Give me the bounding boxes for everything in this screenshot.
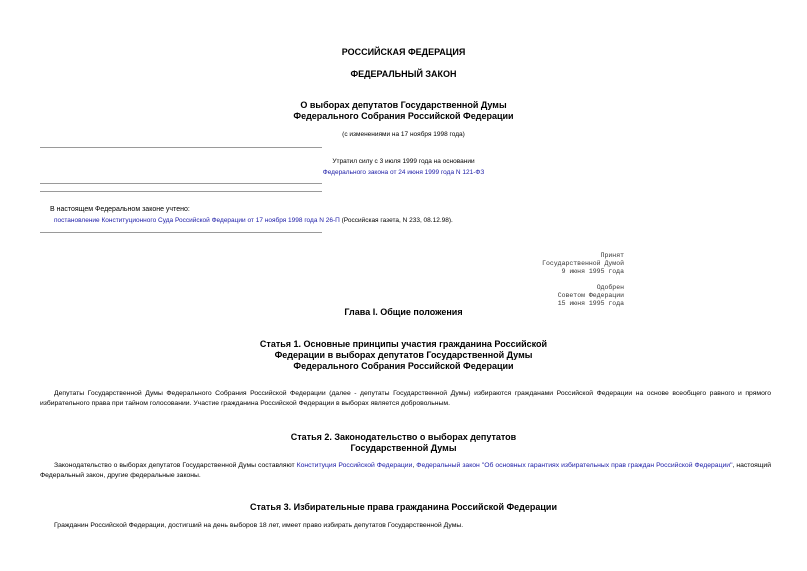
doc-title-line2: Федерального Собрания Российской Федерации — [293, 111, 514, 121]
chapter-title: Глава I. Общие положения — [344, 307, 463, 317]
constitutional-court-link[interactable]: постановление Конституционного Суда Российской Федерации от 17 ноября 1998 года N 26-П — [54, 217, 340, 224]
article1-text — [40, 389, 771, 409]
article3-title: Статья 3. Избирательные права гражданина Российской Федерации — [250, 502, 557, 512]
approved-date: 15 июня 1995 года — [557, 300, 624, 307]
article1-title-line2: Федерации в выборах депутатов Государственной Думы — [274, 350, 533, 360]
adopted-label: Принят — [600, 252, 624, 259]
article2-title-line1: Статья 2. Законодательство о выборах депутатов — [290, 432, 517, 442]
country-heading: РОССИЙСКАЯ ФЕДЕРАЦИЯ — [341, 47, 466, 57]
lost-force-text: Утратил силу с 3 июля 1999 года на основании — [332, 158, 475, 165]
article2-sep: , — [412, 462, 417, 469]
article2-text-after: , настоящий Федеральный закон, другие федеральные законы. — [40, 462, 771, 479]
considered-intro: В настоящем Федеральном законе учтено: — [50, 206, 190, 213]
article3-body: Гражданин Российской Федерации, достигший на день выборов 18 лет, имеет право избирать депутатов Государственной Думы. — [54, 522, 464, 529]
constitution-link[interactable]: Конституция Российской Федерации — [296, 462, 413, 469]
adopted-by: Государственной Думой — [542, 260, 624, 267]
lost-force-link[interactable]: Федерального закона от 24 июня 1999 года N 121-ФЗ — [322, 169, 485, 176]
approved-label: Одобрен — [596, 284, 624, 291]
article2-text-before: Законодательство о выборах депутатов Государственной Думы составляют — [54, 462, 297, 469]
divider — [40, 232, 322, 233]
doc-title-line1: О выборах депутатов Государственной Думы — [300, 100, 507, 110]
considered-line — [54, 217, 453, 224]
article1-title-line1: Статья 1. Основные принципы участия гражданина Российской — [259, 339, 548, 349]
adopted-date: 9 июня 1995 года — [561, 268, 624, 275]
article1-title-line3: Федерального Собрания Российской Федерации — [293, 361, 514, 371]
article1-body: Депутаты Государственной Думы Федерального Собрания Российской Федерации (далее - депутаты Государственной Думы) избираются гражданами Российской Федерации на основе всеобщего равного и прямого избирательного права при тайном голосовании. Участие гражданина Российской Федерации в выборах является добровольным. — [40, 390, 771, 407]
divider — [40, 191, 322, 192]
guarantees-law-link[interactable]: Федеральный закон "Об основных гарантиях избирательных прав граждан Российской Федерации" — [416, 462, 733, 469]
approved-by: Советом Федерации — [557, 292, 624, 299]
doc-type-heading: ФЕДЕРАЛЬНЫЙ ЗАКОН — [350, 69, 457, 79]
divider — [40, 147, 322, 148]
article2-text — [40, 461, 771, 481]
article2-title-line2: Государственной Думы — [350, 443, 457, 453]
amendments-note: (с изменениями на 17 ноября 1998 года) — [342, 131, 465, 138]
considered-suffix: (Российская газета, N 233, 08.12.98). — [339, 217, 453, 224]
adoption-block — [542, 252, 624, 308]
divider — [40, 183, 322, 184]
article3-text — [40, 521, 771, 531]
